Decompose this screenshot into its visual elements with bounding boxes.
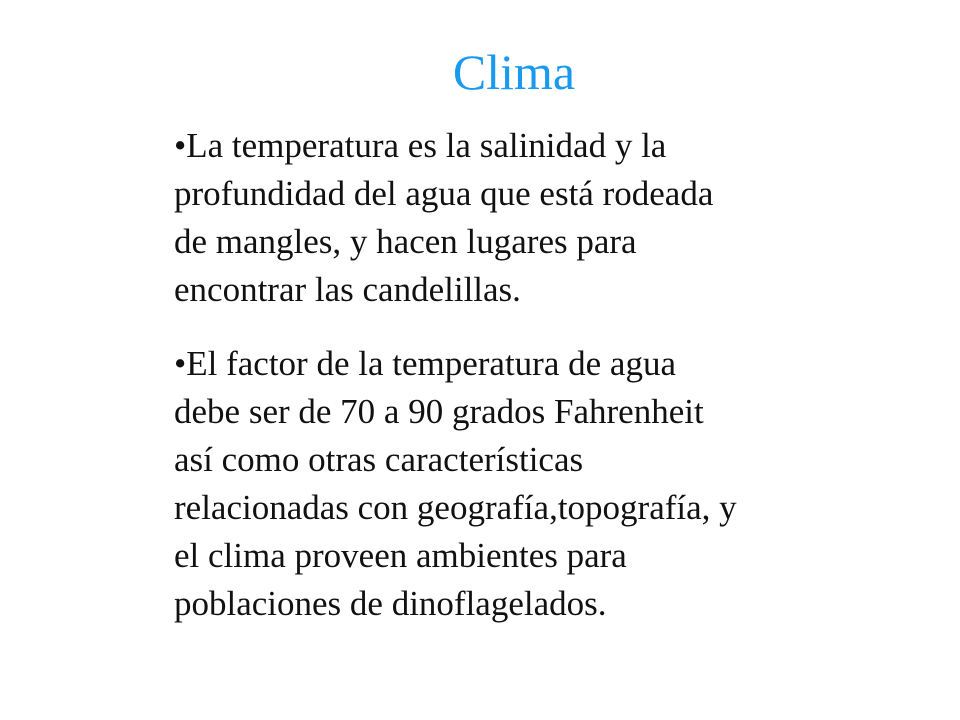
bullet-2-line-4: relacionadas con geografía,topografía, y	[174, 488, 737, 527]
bullet-1-line-1: •La temperatura es la salinidad y la	[174, 126, 667, 165]
bullet-2-line-6: poblaciones de dinoflagelados.	[174, 584, 607, 623]
slide-body	[162, 122, 882, 628]
bullet-2-line-1: •El factor de la temperatura de agua	[174, 344, 676, 383]
bullet-2-line-3: así como otras características	[174, 440, 584, 479]
bullet-2-line-2: debe ser de 70 a 90 grados Fahrenheit	[174, 392, 704, 431]
bullet-1-line-2: profundidad del agua que está rodeada	[174, 174, 714, 213]
bullet-item-2	[162, 340, 882, 628]
bullet-item-1	[162, 122, 882, 314]
slide-title: Clima	[452, 44, 576, 100]
bullet-1-line-3: de mangles, y hacen lugares para	[174, 222, 637, 261]
bullet-2-line-5: el clima proveen ambientes para	[174, 536, 627, 575]
bullet-1-line-4: encontrar las candelillas.	[174, 270, 521, 309]
